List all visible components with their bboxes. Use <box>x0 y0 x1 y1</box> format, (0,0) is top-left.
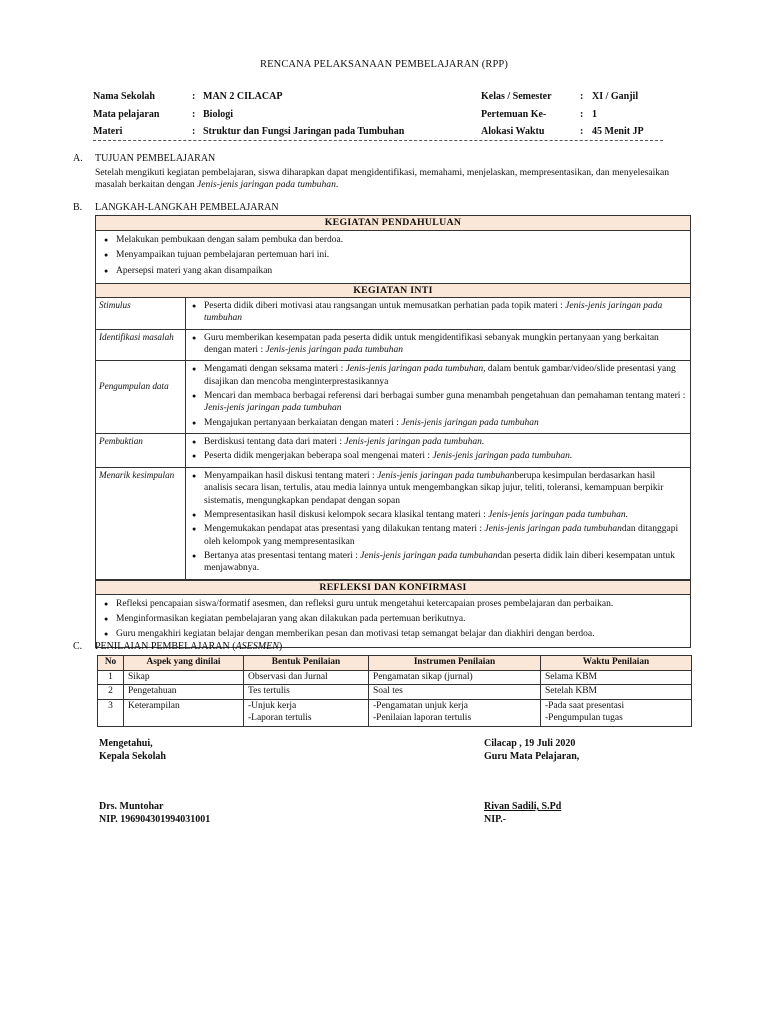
column-header: No <box>98 656 124 671</box>
list-item: ● Mengemukakan pendapat atas presentasi yang dilakukan tentang materi : Jenis-jenis jaringan pada tumbuhandan ditanggapi oleh kelompok yang mempresentasikan <box>186 523 686 548</box>
sign-left-name: Drs. Muntohar <box>99 801 164 812</box>
list-item: ● Refleksi pencapaian siswa/formatif asesmen, dan refleksi guru untuk mengetahui ketercapaian proses pembelajaran dan perbaikan. <box>98 598 686 610</box>
learning-steps-box <box>95 215 691 648</box>
info-label-alokasi-waktu: Alokasi Waktu <box>481 126 545 137</box>
section-a-paragraph <box>95 167 690 192</box>
info-colon: : <box>580 109 584 120</box>
row-label: Pengumpulan data <box>96 361 186 433</box>
row-label: Pembuktian <box>96 434 186 467</box>
row-identifikasi <box>96 330 690 362</box>
row-label: Stimulus <box>96 298 186 329</box>
paragraph-topic: Jenis-jenis jaringan pada tumbuhan <box>197 179 336 191</box>
section-title: TUJUAN PEMBELAJARAN <box>95 153 216 164</box>
row-label: Identifikasi masalah <box>96 330 186 361</box>
row-label: Menarik kesimpulan <box>96 468 186 579</box>
sign-right-line1: Cilacap , 19 Juli 2020 <box>484 738 576 749</box>
sign-right-line2: Guru Mata Pelajaran, <box>484 751 580 762</box>
list-item: ● Guru mengakhiri kegiatan belajar dengan memberikan pesan dan motivasi tetap semangat belajar dan diakhiri dengan berdoa. <box>98 628 686 640</box>
section-title: LANGKAH-LANGKAH PEMBELAJARAN <box>95 202 279 213</box>
info-value-kelas-semester: XI / Ganjil <box>592 91 639 102</box>
band-refleksi: REFLEKSI DAN KONFIRMASI <box>96 580 690 595</box>
table-row: 1 Sikap Observasi dan Jurnal Pengamatan sikap (jurnal) Selama KBM <box>98 670 692 685</box>
column-header: Aspek yang dinilai <box>124 656 244 671</box>
list-item: ● Mempresentasikan hasil diskusi kelompok secara klasikal tentang materi : Jenis-jenis jaringan pada tumbuhan. <box>186 509 686 521</box>
sign-left-nip: NIP. 196904301994031001 <box>99 814 211 825</box>
list-item: ● Bertanya atas presentasi tentang materi : Jenis-jenis jaringan pada tumbuhandan peserta didik lain diberi kesempatan untuk menjawabnya. <box>186 550 686 575</box>
row-pembuktian <box>96 434 690 468</box>
info-value-pertemuan: 1 <box>592 109 597 120</box>
section-letter: C. <box>73 641 83 652</box>
sign-left-line2: Kepala Sekolah <box>99 751 166 762</box>
info-label-nama-sekolah: Nama Sekolah <box>93 91 155 102</box>
list-item: ● Mengamati dengan seksama materi : Jenis-jenis jaringan pada tumbuhan, dalam bentuk gambar/video/slide presentasi yang disajikan dan mencoba menginterprestasikannya <box>186 363 686 388</box>
info-value-alokasi-waktu: 45 Menit JP <box>592 126 644 137</box>
document-title: RENCANA PELAKSANAAN PEMBELAJARAN (RPP) <box>260 59 508 70</box>
info-colon: : <box>192 109 196 120</box>
row-stimulus <box>96 298 690 330</box>
info-colon: : <box>192 126 196 137</box>
table-header-row <box>98 656 692 671</box>
refleksi-list <box>96 595 690 647</box>
band-inti: KEGIATAN INTI <box>96 283 690 298</box>
sign-left-line1: Mengetahui, <box>99 738 153 749</box>
list-item: ● Mengajukan pertanyaan berkaiatan dengan materi : Jenis-jenis jaringan pada tumbuhan <box>186 417 686 429</box>
section-letter: A. <box>73 153 83 164</box>
column-header: Instrumen Penilaian <box>369 656 541 671</box>
info-value-mata-pelajaran: Biologi <box>203 109 234 120</box>
dashed-divider <box>93 140 663 141</box>
section-title: PENILAIAN PEMBELAJARAN (ASESMEN) <box>95 641 283 652</box>
info-label-materi: Materi <box>93 126 123 137</box>
table-row: 2 Pengetahuan Tes tertulis Soal tes Setelah KBM <box>98 685 692 700</box>
info-value-nama-sekolah: MAN 2 CILACAP <box>203 91 283 102</box>
list-item: ● Mencari dan membaca berbagai referensi dari berbagai sumber guna menambah pengetahuan dan pemahaman tentang materi : Jenis-jenis jaringan pada tumbuhan <box>186 390 686 415</box>
paragraph-text: Setelah mengikuti kegiatan pembelajaran, siswa diharapkan dapat mengidentifikasi, memahami, menjelaskan, mempresentasikan, dan menyelesaikan masalah berkaitan dengan <box>95 167 670 191</box>
list-item: ● Menginformasikan kegiatan pembelajaran yang akan dilakukan pada pertemuan berikutnya. <box>98 613 686 625</box>
info-colon: : <box>580 91 584 102</box>
pendahuluan-list <box>96 231 690 283</box>
info-label-mata-pelajaran: Mata pelajaran <box>93 109 160 120</box>
section-letter: B. <box>73 202 83 213</box>
column-header: Waktu Penilaian <box>541 656 692 671</box>
info-value-materi: Struktur dan Fungsi Jaringan pada Tumbuhan <box>203 126 405 137</box>
assessment-table <box>97 655 692 727</box>
column-header: Bentuk Penilaian <box>244 656 369 671</box>
list-item: ● Apersepsi materi yang akan disampaikan <box>98 265 686 277</box>
row-pengumpulan <box>96 361 690 434</box>
list-item: ● Guru memberikan kesempatan pada peserta didik untuk mengidentifikasi sebanyak mungkin pertanyaan yang berkaitan dengan materi : Jenis-jenis jaringan pada tumbuhan <box>186 332 686 357</box>
info-colon: : <box>580 126 584 137</box>
list-item: ● Berdiskusi tentang data dari materi : Jenis-jenis jaringan pada tumbuhan. <box>186 436 686 448</box>
paragraph-end: . <box>335 179 339 191</box>
info-label-kelas-semester: Kelas / Semester <box>481 91 552 102</box>
list-item: ● Melakukan pembukaan dengan salam pembuka dan berdoa. <box>98 234 686 246</box>
band-pendahuluan: KEGIATAN PENDAHULUAN <box>96 216 690 231</box>
list-item: ● Menyampaikan tujuan pembelajaran pertemuan hari ini. <box>98 249 686 261</box>
info-colon: : <box>192 91 196 102</box>
list-item: ● Peserta didik mengerjakan beberapa soal mengenai materi : Jenis-jenis jaringan pada tumbuhan. <box>186 450 686 462</box>
row-menarik-kesimpulan <box>96 468 690 580</box>
sign-right-name: Rivan Sadili, S.Pd <box>484 801 562 812</box>
list-item: ● Peserta didik diberi motivasi atau rangsangan untuk memusatkan perhatian pada topik materi : Jenis-jenis jaringan pada tumbuhan <box>186 300 686 325</box>
table-row: 3 Keterampilan -Unjuk kerja -Laporan tertulis -Pengamatan unjuk kerja -Penilaian laporan tertulis -Pada saat presentasi -Pengumpulan tugas <box>98 700 692 727</box>
info-label-pertemuan: Pertemuan Ke- <box>481 109 547 120</box>
sign-right-nip: NIP.- <box>484 814 507 825</box>
list-item: ● Menyampaikan hasil diskusi tentang materi : Jenis-jenis jaringan pada tumbuhanberupa kesimpulan berdasarkan hasil analisis secara lisan, tertulis, atau media lainnya untuk mengembangkan sikap jujur, teliti, toleransi, kemampuan berpikir sistematis, mengungkapkan pendapat dengan sopan <box>186 470 686 507</box>
